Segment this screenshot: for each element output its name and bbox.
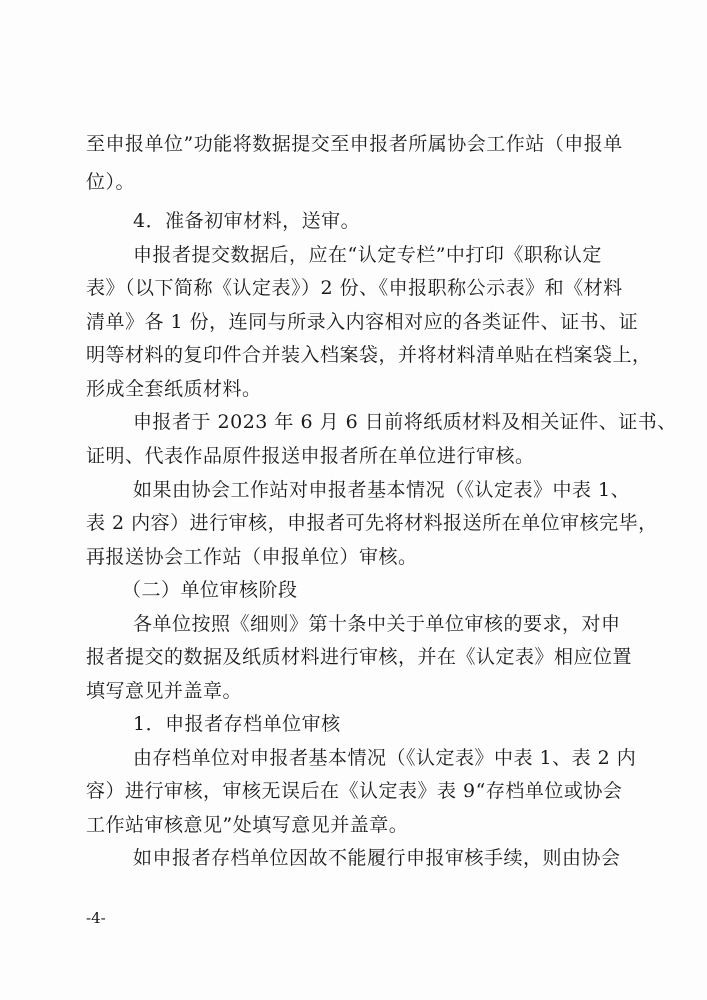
body-text-line: 各单位按照《细则》第十条中关于单位审核的要求，对申 <box>133 613 621 635</box>
body-text-line: 如果由协会工作站对申报者基本情况（《认定表》中表 1、 <box>133 479 631 501</box>
body-text-line: 如申报者存档单位因故不能履行申报审核手续，则由协会 <box>133 847 621 869</box>
body-text-line: 容）进行审核，审核无误后在《认定表》表 9“存档单位或协会 <box>86 780 623 802</box>
body-text-line: 填写意见并盖章。 <box>86 680 243 702</box>
body-text-line: 工作站审核意见”处填写意见并盖章。 <box>86 814 409 836</box>
body-text-line: 清单》各 1 份，连同与所录入内容相对应的各类证件、证书、证 <box>86 311 639 333</box>
body-text-line: 位）。 <box>86 171 136 193</box>
body-text-line: 至申报单位”功能将数据提交至申报者所属协会工作站（申报单 <box>86 133 623 155</box>
numbered-heading: 1．申报者存档单位审核 <box>133 713 341 735</box>
page-number: -4- <box>86 909 106 927</box>
body-text-line: 再报送协会工作站（申报单位）审核。 <box>86 546 418 568</box>
body-text-line: 由存档单位对申报者基本情况（《认定表》中表 1、表 2 内 <box>133 747 637 769</box>
body-text-line: 申报者于 2023 年 6 月 6 日前将纸质材料及相关证件、证书、 <box>133 411 677 433</box>
body-text-line: 形成全套纸质材料。 <box>86 378 262 400</box>
section-heading: （二）单位审核阶段 <box>122 579 298 601</box>
numbered-heading: 4．准备初审材料，送审。 <box>133 210 361 232</box>
body-text-line: 表 2 内容）进行审核，申报者可先将材料报送所在单位审核完毕， <box>86 512 658 534</box>
body-text-line: 证明、代表作品原件报送申报者所在单位进行审核。 <box>86 445 535 467</box>
body-text-line: 报者提交的数据及纸质材料进行审核，并在《认定表》相应位置 <box>86 646 633 668</box>
body-text-line: 表》（以下简称《认定表》）2 份、《申报职称公示表》和《材料 <box>86 277 623 299</box>
body-text-line: 申报者提交数据后，应在“认定专栏”中打印《职称认定 <box>133 244 602 266</box>
body-text-line: 明等材料的复印件合并装入档案袋，并将材料清单贴在档案袋上， <box>86 344 652 366</box>
